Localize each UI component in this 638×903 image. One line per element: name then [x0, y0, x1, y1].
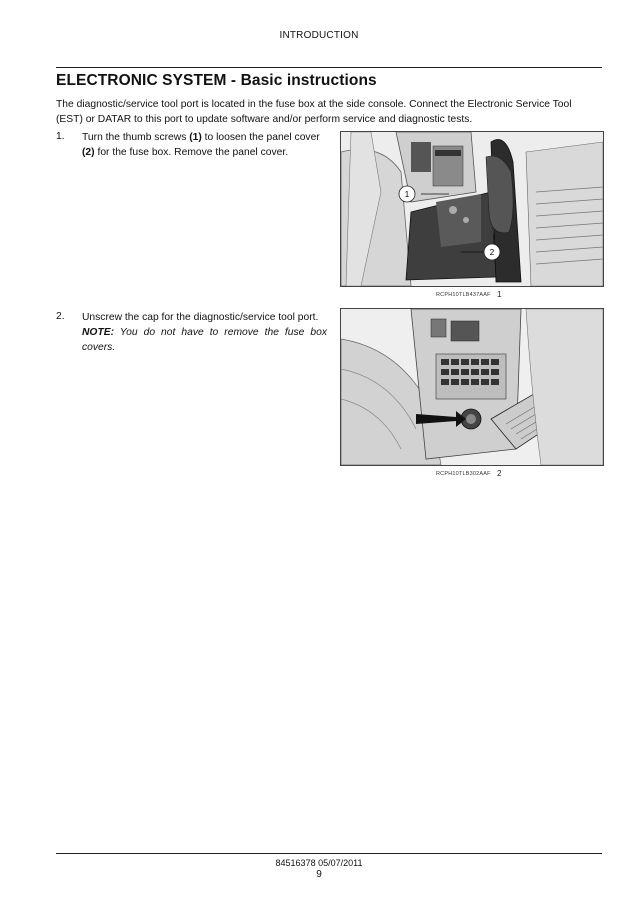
header-rule — [56, 67, 602, 68]
figure-2-photo — [340, 308, 604, 466]
step-1-ref-2: (2) — [82, 146, 95, 158]
figure-1-number: 1 — [497, 290, 502, 299]
figure-1-illustration — [341, 132, 603, 286]
running-header: INTRODUCTION — [279, 30, 359, 41]
footer-rule — [56, 853, 602, 854]
figure-2-illustration — [341, 309, 603, 465]
figure-2-number: 2 — [497, 469, 502, 478]
step-2-note — [82, 326, 327, 355]
step-2-number: 2. — [56, 311, 65, 322]
intro-line-1: The diagnostic/service tool port is located in the fuse box at the side console. Connect the Electronic Service Tool — [56, 99, 572, 110]
note-text: You do not have to remove the fuse box covers. — [82, 327, 327, 353]
intro-paragraph — [56, 97, 604, 127]
figure-1-code: RCPH10TLB437AAF — [436, 292, 491, 298]
step-1-number: 1. — [56, 131, 65, 142]
step-1-text-c: for the fuse box. Remove the panel cover. — [94, 146, 289, 158]
footer-document-code: 84516378 05/07/2011 — [275, 858, 363, 868]
intro-line-2: (EST) or DATAR to this port to update software and/or perform service and diagnostic tests. — [56, 114, 473, 125]
step-1-text — [82, 131, 327, 160]
figure-1-callout-2: 2 — [489, 248, 495, 257]
figure-2-code: RCPH10TLB302AAF — [436, 471, 491, 477]
note-label: NOTE: — [82, 327, 115, 338]
step-1-ref-1: (1) — [189, 132, 202, 143]
step-2-text: Unscrew the cap for the diagnostic/service tool port. — [82, 312, 319, 323]
step-1-text-b: to loosen the panel cover — [201, 132, 320, 143]
page-number: 9 — [316, 869, 322, 880]
figure-1-photo — [340, 131, 604, 287]
figure-1-callout-1: 1 — [404, 190, 410, 199]
section-title: ELECTRONIC SYSTEM - Basic instructions — [56, 72, 377, 89]
step-1-text-a: Turn the thumb screws — [82, 132, 190, 143]
